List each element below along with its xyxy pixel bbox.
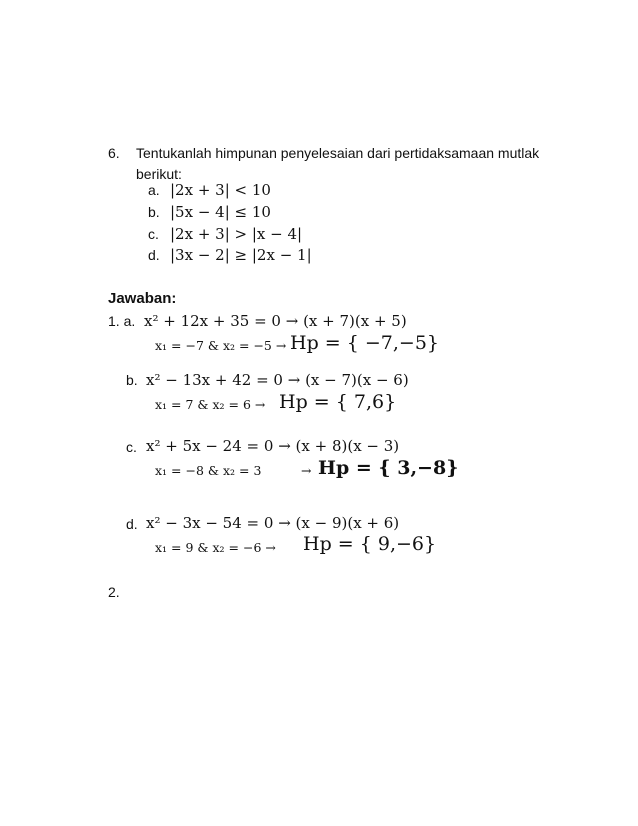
answer-a-equation: x² + 12x + 35 = 0 → (x + 7)(x + 5)	[144, 312, 407, 330]
answer-c-roots: x₁ = −8 & x₂ = 3	[155, 463, 262, 478]
question-item-d-expr: |3x − 2| ≥ |2x − 1|	[170, 246, 312, 264]
answers-heading: Jawaban:	[108, 290, 177, 307]
answer-d-roots: x₁ = 9 & x₂ = −6 →	[155, 540, 276, 555]
answer-c-arrow: →	[301, 463, 312, 478]
answer-a-label: 1. a.	[108, 313, 136, 329]
question-text-line2: berikut:	[136, 166, 182, 182]
answer-d-hp: Hp = { 9,−6}	[303, 533, 437, 555]
answer-b-roots: x₁ = 7 & x₂ = 6 →	[155, 397, 266, 412]
answer-c-equation: x² + 5x − 24 = 0 → (x + 8)(x − 3)	[146, 437, 400, 455]
answer-b-hp: Hp = { 7,6}	[279, 391, 397, 413]
answer-b-label: b.	[126, 372, 138, 388]
question-item-a-expr: |2x + 3| < 10	[170, 181, 271, 199]
answer-d-label: d.	[126, 516, 138, 532]
question-item-a-label: a.	[148, 182, 160, 198]
question-item-b-expr: |5x − 4| ≤ 10	[170, 203, 271, 221]
answer-c-hp: Hp = { 3,−8}	[318, 457, 459, 479]
answer-a-hp: Hp = { −7,−5}	[290, 332, 440, 354]
answer-c-label: c.	[126, 439, 137, 455]
question-item-c-label: c.	[148, 226, 159, 242]
question-text-line1: Tentukanlah himpunan penyelesaian dari pertidaksamaan mutlak	[136, 145, 540, 161]
next-question-number: 2.	[108, 584, 120, 600]
question-item-d-label: d.	[148, 247, 160, 263]
question-number: 6.	[108, 145, 120, 161]
answer-b-equation: x² − 13x + 42 = 0 → (x − 7)(x − 6)	[146, 371, 409, 389]
answer-a-roots: x₁ = −7 & x₂ = −5 →	[155, 338, 287, 353]
answer-d-equation: x² − 3x − 54 = 0 → (x − 9)(x + 6)	[146, 514, 400, 532]
question-item-b-label: b.	[148, 204, 160, 220]
question-item-c-expr: |2x + 3| > |x − 4|	[170, 225, 303, 243]
